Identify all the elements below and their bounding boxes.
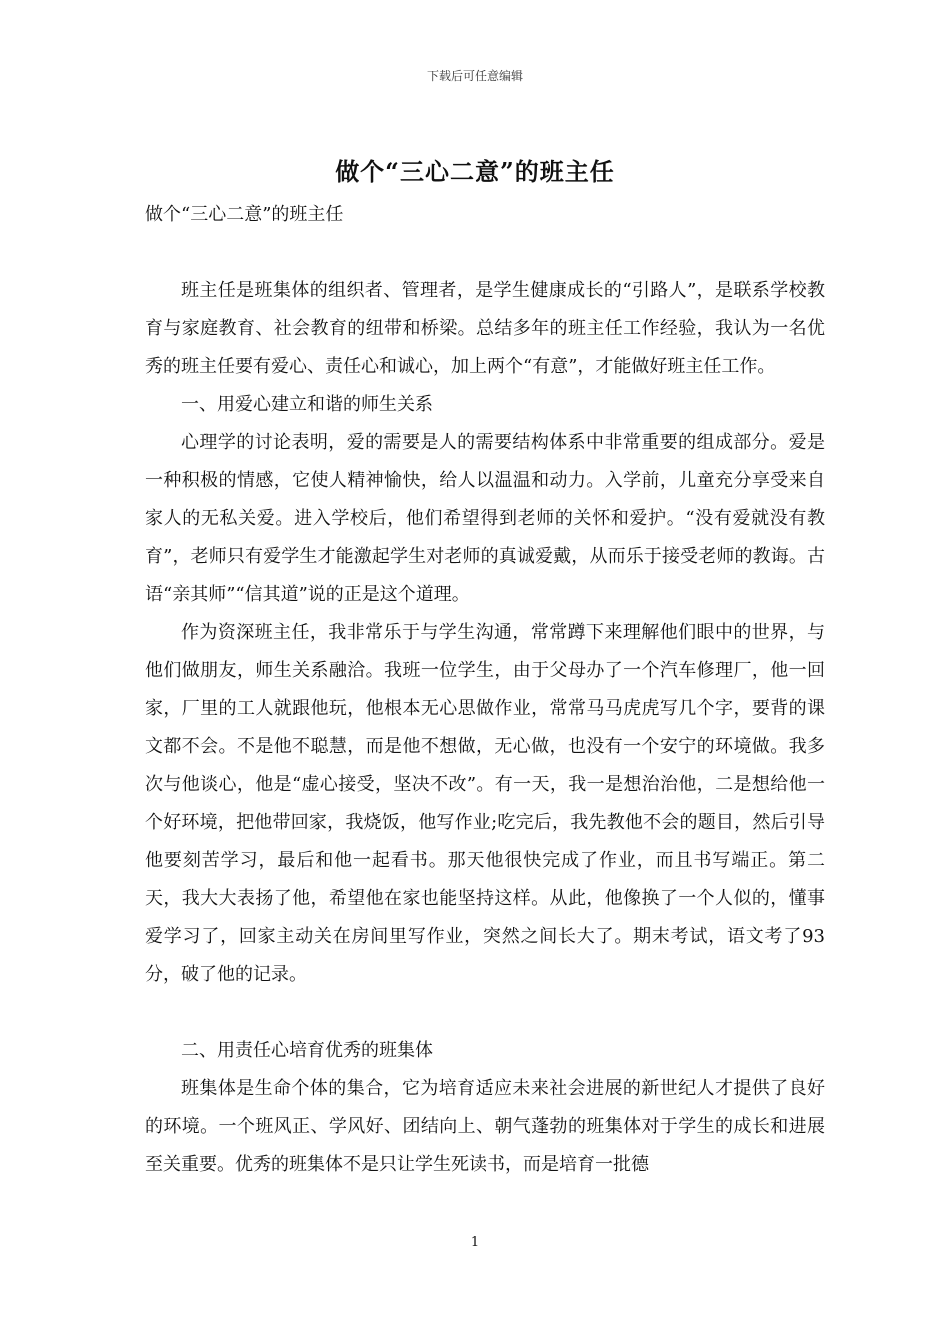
section-heading-1: 一、用爱心建立和谐的师生关系 [181,394,433,415]
paragraph-love: 心理学的讨论表明，爱的需要是人的需要结构体系中非常重要的组成部分。爱是一种积极的情感，它使人精神愉快，给人以温温和动力。入学前，儿童充分享受来自家人的无私关爱。进入学校后，他们希望得到老师的关怀和爱护。“没有爱就没有教育”，老师只有爱学生才能激起学生对老师的真诚爱戴，从而乐于接受老师的教诲。古语“亲其师”“信其道”说的正是这个道理。 [145,432,825,605]
header-note: 下载后可任意编辑 [426,69,523,83]
document-title: 做个“三心二意”的班主任 [335,157,615,186]
document-body [145,196,825,1184]
page-number: 1 [470,1235,480,1250]
paragraph-collective: 班集体是生命个体的集合，它为培育适应未来社会进展的新世纪人才提供了良好的环境。一个班风正、学风好、团结向上、朝气蓬勃的班集体对于学生的成长和进展至关重要。优秀的班集体不是只让学生死读书，而是培育一批德 [145,1078,825,1175]
paragraph-story: 作为资深班主任，我非常乐于与学生沟通，常常蹲下来理解他们眼中的世界，与他们做朋友，师生关系融洽。我班一位学生，由于父母办了一个汽车修理厂，他一回家，厂里的工人就跟他玩，他根本无心思做作业，常常马马虎虎写几个字，要背的课文都不会。不是他不聪慧，而是他不想做，无心做，也没有一个安宁的环境做。我多次与他谈心，他是“虚心接受，坚决不改”。有一天，我一是想治治他，二是想给他一个好环境，把他带回家，我烧饭，他写作业;吃完后，我先教他不会的题目，然后引导他要刻苦学习，最后和他一起看书。那天他很快完成了作业，而且书写端正。第二天，我大大表扬了他，希望他在家也能坚持这样。从此，他像换了一个人似的，懂事爱学习了，回家主动关在房间里写作业，突然之间长大了。期末考试，语文考了93分，破了他的记录。 [145,622,825,985]
paragraph-intro: 班主任是班集体的组织者、管理者，是学生健康成长的“引路人”，是联系学校教育与家庭教育、社会教育的纽带和桥梁。总结多年的班主任工作经验，我认为一名优秀的班主任要有爱心、责任心和诚心，加上两个“有意”，才能做好班主任工作。 [145,280,825,377]
section-heading-2: 二、用责任心培育优秀的班集体 [181,1040,433,1061]
document-subtitle: 做个“三心二意”的班主任 [145,204,344,225]
